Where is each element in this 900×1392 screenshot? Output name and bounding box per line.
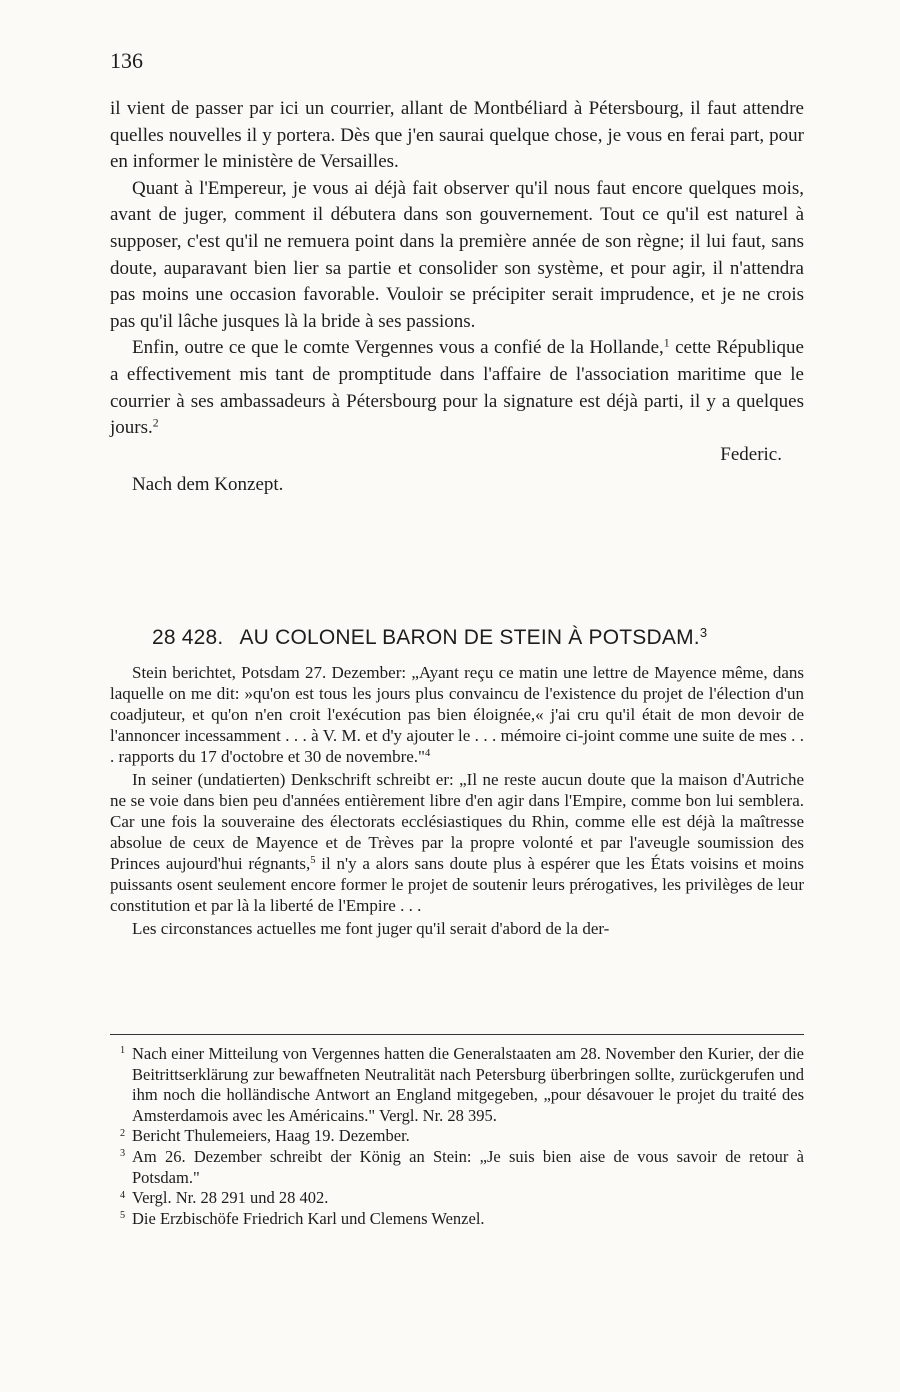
letter-paragraph-3	[110, 335, 804, 441]
footnote-divider	[110, 1034, 804, 1035]
footnote-text: Die Erzbischöfe Friedrich Karl und Clemens Wenzel.	[132, 1208, 485, 1228]
footnote-text: Vergl. Nr. 28 291 und 28 402.	[132, 1188, 329, 1208]
footnote-text: Am 26. Dezember schreibt der König an Stein: „Je suis bien aise de vous savoir de retour à Potsdam."	[132, 1146, 804, 1187]
letter-paragraph-2: Quant à l'Empereur, je vous ai déjà fait observer qu'il nous faut encore quelques mois, avant de juger, comment il débutera dans son gouvernement. Tout ce qu'il est naturel à supposer, c'est qu'il ne remuera point dans la première année de son règne; il lui faut, sans doute, auparavant bien lier sa partie et consolider son système, et pour agir, il n'attendra pas moins une occasion favorable. Vouloir se précipiter serait imprudence, et je ne crois pas qu'il lâche jusques là la bride à ses passions.	[110, 177, 804, 332]
footnote-5: $^5$ Die Erzbischöfe Friedrich Karl und Clemens Wenzel.	[120, 1208, 485, 1228]
report-body	[110, 662, 804, 939]
footnote-2: $^2$ Bericht Thulemeiers, Haag 19. Dezember.	[120, 1126, 410, 1146]
report-paragraph-2-start: In seiner (undatierten) Denkschrift schreibt er: „Il ne reste aucun doute que la maison d'Autriche ne se voie dans bien peu d'années entièrement libre d'en agir dans l'Empire, comme bon lui semblera. Car une fois la souveraine des électorats ecclésiastiques du Rhin, comme elle est déjà la maîtresse absolue de ceux de Mayence et de Trèves par la propre volonté et par l'aveugle soumission des Princes aujourd'hui régnants,	[110, 770, 804, 873]
signature: Federic.	[720, 443, 782, 465]
report-paragraph-1-text: Stein berichtet, Potsdam 27. Dezember: „Ayant reçu ce matin une lettre de Mayence même, dans laquelle on me dit: »qu'on est tous les jours plus convaincu de l'existence du projet de l'élection d'un coadjuteur, et qu'on n'en croit l'exécution pas bien éloignée,« j'ai cru qu'il était de mon devoir de l'annoncer incessamment . . . à V. M. et d'y ajouter le . . . mémoire ci-joint comme une suite de mes . . . rapports du 17 d'octobre et 30 de novembre."	[110, 663, 804, 766]
footnote-ref-5: 5	[310, 855, 316, 867]
footnote-ref-2: 2	[152, 416, 159, 430]
letter-body	[110, 96, 804, 498]
footnotes	[110, 1044, 804, 1229]
letter-paragraph-3-rest: cette République a effectivement mis tant de promptitude dans l'affaire de l'association maritime que le courrier à ses ambassadeurs à Pétersbourg pour la signature est déjà parti, il y a quelques jours.	[110, 337, 804, 439]
footnote-text: Bericht Thulemeiers, Haag 19. Dezember.	[132, 1126, 410, 1146]
document-title: AU COLONEL BARON DE STEIN À POTSDAM.	[239, 626, 700, 649]
footnote-text: Nach einer Mitteilung von Vergennes hatten die Generalstaaten am 28. November den Kurier, der die Beitrittserklärung zur bewaffneten Neutralität nach Petersburg überbringen sollte, zurückgerufen und ihm noch die holländische Antwort an England mitgegeben, „pour désavouer le projet du traité des Amsterdamois avec les Américains." Vergl. Nr. 28 395.	[132, 1044, 804, 1125]
source-note: Nach dem Konzept.	[132, 473, 284, 495]
footnote-4: $^4$ Vergl. Nr. 28 291 und 28 402.	[120, 1188, 329, 1208]
footnote-ref-3: 3	[699, 624, 708, 640]
footnote-3: $^3$ Am 26. Dezember schreibt der König an Stein: „Je suis bien aise de vous savoir de retour à Potsdam."	[120, 1146, 804, 1187]
letter-paragraph-3-start: Enfin, outre ce que le comte Vergennes vous a confié de la Hollande,	[132, 337, 664, 359]
document-heading	[152, 626, 802, 650]
letter-paragraph-1: il vient de passer par ici un courrier, allant de Montbéliard à Pétersbourg, il faut attendre quelles nouvelles il y portera. Dès que j'en saurai quelque chose, je vous en ferai part, pour en informer le ministère de Versailles.	[110, 98, 804, 173]
footnote-ref-4: 4	[424, 748, 431, 760]
document-number: 28 428.	[152, 626, 224, 649]
report-paragraph-3: Les circonstances actuelles me font juger qu'il serait d'abord de la der-	[132, 919, 610, 938]
report-paragraph-2	[110, 769, 804, 916]
report-paragraph-2-rest: il n'y a alors sans doute plus à espérer que les États voisins et moins puissants osent seulement encore former le projet de soutenir leurs prérogatives, les privilèges de leur constitution et par là la liberté de l'Empire . . .	[110, 854, 804, 915]
footnote-1: $^1$ Nach einer Mitteilung von Vergennes hatten die Generalstaaten am 28. November den Kurier, der die Beitrittserklärung zur bewaffneten Neutralität nach Petersburg überbringen sollte, zurückgerufen und ihm noch die holländische Antwort an England mitgegeben, „pour désavouer le projet du traité des Amsterdamois avec les Américains." Vergl. Nr. 28 395.	[120, 1044, 804, 1125]
page-number: 136	[110, 48, 143, 73]
report-paragraph-1	[110, 662, 804, 767]
footnote-ref-1: 1	[663, 336, 670, 350]
